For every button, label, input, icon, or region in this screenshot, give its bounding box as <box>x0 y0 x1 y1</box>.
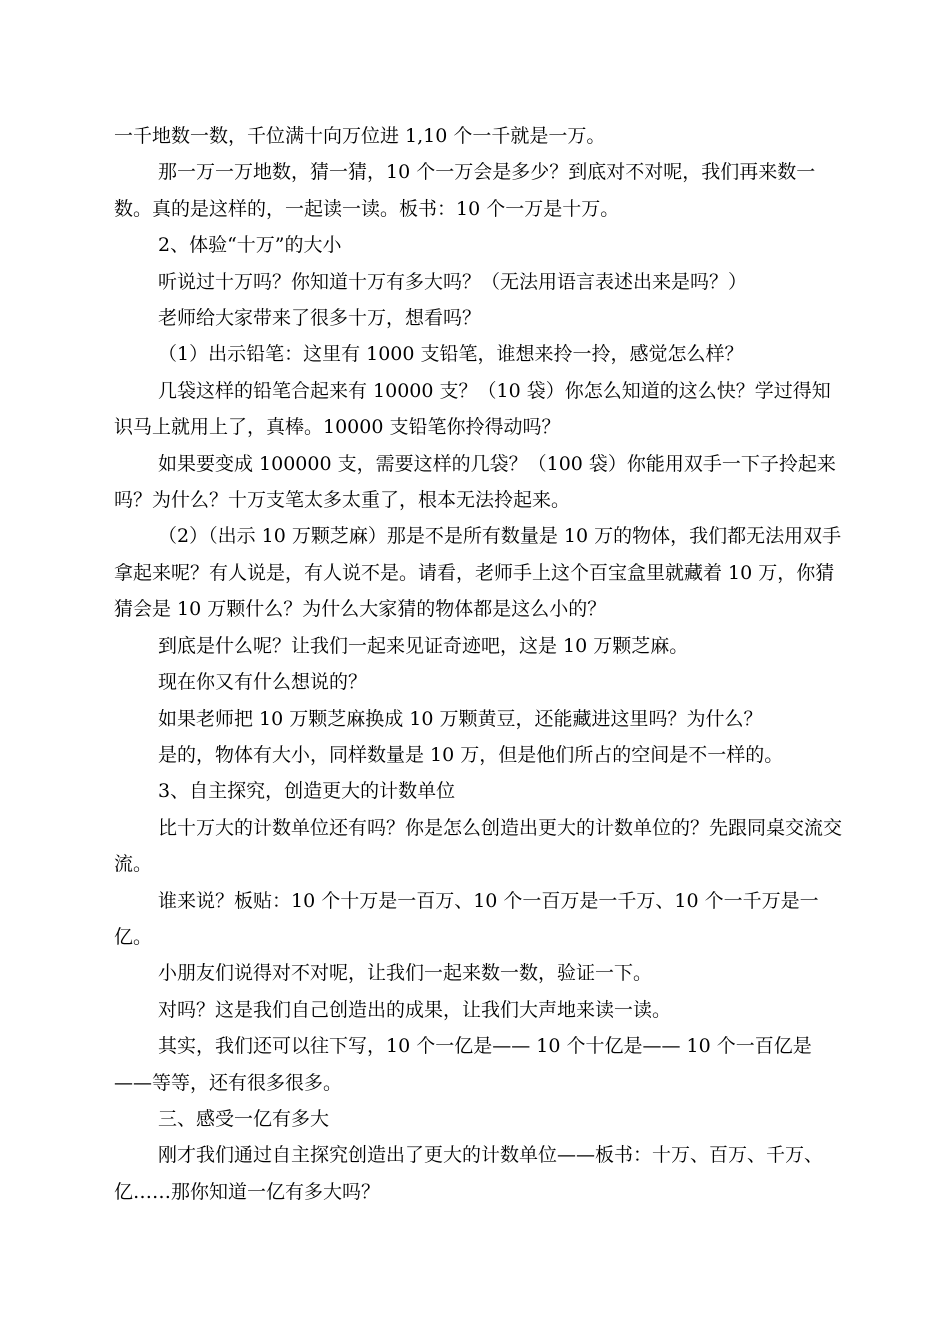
paragraph: 比十万大的计数单位还有吗？你是怎么创造出更大的计数单位的？先跟同桌交流交流。 <box>114 816 843 876</box>
paragraph: 其实，我们还可以往下写，10 个一亿是—— 10 个十亿是—— 10 个一百亿是——等等，还有很多很多。 <box>114 1035 812 1094</box>
paragraph: 老师给大家带来了很多十万，想看吗？ <box>158 307 482 330</box>
paragraph: 2、体验“十万”的大小 <box>158 234 342 257</box>
paragraph: 是的，物体有大小，同样数量是 10 万，但是他们所占的空间是不一样的。 <box>158 743 784 766</box>
paragraph: 如果要变成 100000 支，需要这样的几袋？（100 袋）你能用双手一下子拎起来吗？为什么？十万支笔太多太重了，根本无法拎起来。 <box>114 452 836 512</box>
paragraph: 几袋这样的铅笔合起来有 10000 支？（10 袋）你怎么知道的这么快？学过得知识马上就用上了，真棒。10000 支铅笔你拎得动吗？ <box>114 379 831 439</box>
paragraph: 现在你又有什么想说的？ <box>158 671 368 694</box>
paragraph: 3、自主探究，创造更大的计数单位 <box>158 780 456 803</box>
paragraph: 到底是什么呢？让我们一起来见证奇迹吧，这是 10 万颗芝麻。 <box>158 634 689 657</box>
document-body <box>114 118 844 1210</box>
paragraph: 谁来说？板贴：10 个十万是一百万、10 个一百万是一千万、10 个一千万是一亿。 <box>114 889 819 948</box>
paragraph: （2）（出示 10 万颗芝麻）那是不是所有数量是 10 万的物体，我们都无法用双手拿起来呢？有人说是，有人说不是。请看，老师手上这个百宝盒里就藏着 10 万，你猜猜会是 10 万颗什么？为什么大家猜的物体都是这么小的？ <box>114 525 842 621</box>
paragraph: 那一万一万地数，猜一猜，10 个一万会是多少？到底对不对呢，我们再来数一数。真的是这样的，一起读一读。板书：10 个一万是十万。 <box>114 161 816 220</box>
paragraph: （1）出示铅笔：这里有 1000 支铅笔，谁想来拎一拎，感觉怎么样？ <box>158 343 744 366</box>
paragraph: 对吗？这是我们自己创造出的成果，让我们大声地来读一读。 <box>158 998 672 1021</box>
paragraph: 三、感受一亿有多大 <box>158 1107 330 1130</box>
paragraph: 刚才我们通过自主探究创造出了更大的计数单位——板书：十万、百万、千万、亿……那你知道一亿有多大吗？ <box>114 1144 824 1203</box>
paragraph: 小朋友们说得对不对呢，让我们一起来数一数，验证一下。 <box>158 962 653 985</box>
paragraph: 一千地数一数，千位满十向万位进 1,10 个一千就是一万。 <box>114 125 606 147</box>
paragraph: 听说过十万吗？你知道十万有多大吗？（无法用语言表述出来是吗？） <box>158 270 748 293</box>
paragraph: 如果老师把 10 万颗芝麻换成 10 万颗黄豆，还能藏进这里吗？为什么？ <box>158 707 763 730</box>
